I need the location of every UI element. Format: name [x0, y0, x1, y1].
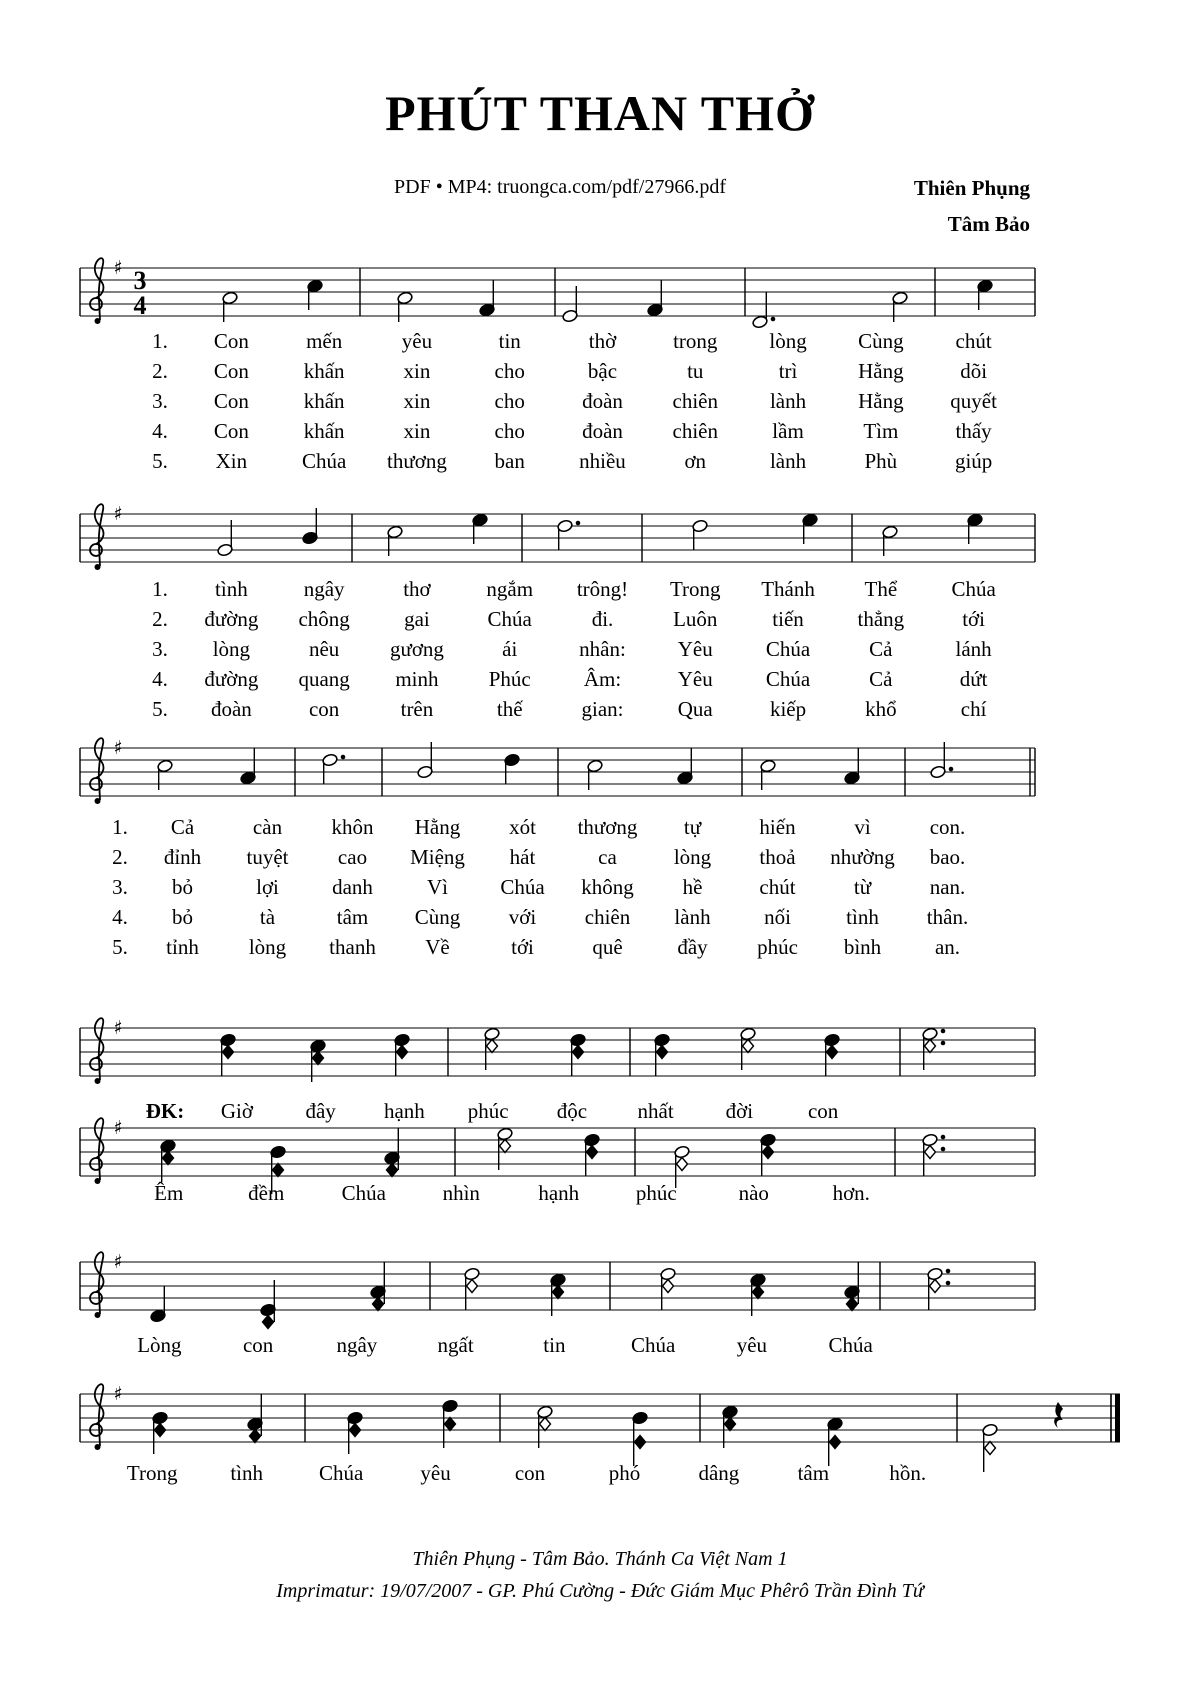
lyric-word: Hằng — [858, 359, 904, 383]
lyric-word: Êm — [154, 1181, 184, 1205]
lyric-word: Cùng — [858, 329, 904, 353]
lyric-word: Luôn — [673, 607, 718, 631]
lyric-word: con — [514, 1461, 546, 1485]
lyric-word: tình — [215, 577, 248, 601]
verse-number: 3. — [112, 875, 128, 899]
lyric-word: ca — [598, 845, 617, 869]
lyric-word: chút — [759, 875, 796, 899]
lyric-word: Chúa — [951, 577, 996, 601]
lyric-word: hơn. — [832, 1181, 870, 1205]
lyric-word: trên — [400, 697, 434, 721]
lyric-word: gai — [404, 607, 430, 631]
lyric-word: nhiều — [579, 449, 626, 473]
lyric-word: dâng — [698, 1461, 740, 1485]
lyric-word: lành — [769, 389, 807, 413]
lyric-word: không — [581, 875, 634, 899]
lyric-word: chí — [960, 697, 987, 721]
lyric-word: xin — [403, 359, 431, 383]
lyric-word: Thánh — [761, 577, 815, 601]
lyric-word: thấy — [955, 419, 992, 443]
lyric-word: đoàn — [210, 697, 252, 721]
lyric-word: minh — [395, 667, 439, 691]
lyric-word: Chúa — [341, 1181, 386, 1205]
lyric-word: bình — [843, 935, 882, 959]
lyric-word: con. — [929, 815, 966, 839]
lyric-word: từ — [853, 875, 872, 899]
verse-number: 1. — [152, 577, 168, 601]
lyric-word: Xin — [215, 449, 248, 473]
lyric-word: quyết — [950, 389, 997, 413]
lyric-word: độc — [556, 1099, 588, 1123]
refrain-line-3 — [110, 1330, 900, 1360]
lyric-word: tâm — [797, 1461, 830, 1485]
pdf-mp4-link[interactable]: PDF • MP4: truongca.com/pdf/27966.pdf — [394, 176, 726, 198]
key-signature-sharp: ♯ — [113, 257, 123, 279]
lyric-word: tà — [259, 905, 276, 929]
lyric-word: tỉnh — [166, 935, 199, 959]
lyric-word: thẳng — [857, 607, 905, 631]
lyric-word: Con — [213, 419, 249, 443]
lyric-word: Vì — [427, 875, 448, 899]
lyric-word: đường — [204, 607, 259, 631]
lyric-word: yêu — [420, 1461, 451, 1485]
lyric-word: phúc — [635, 1181, 677, 1205]
lyric-word: nhường — [830, 845, 895, 869]
lyric-word: gương — [389, 637, 444, 661]
verse-block-3-row-2 — [100, 842, 990, 872]
lyric-word: thanh — [329, 935, 376, 959]
key-signature-sharp: ♯ — [113, 1017, 123, 1039]
lyric-word: với — [508, 905, 537, 929]
lyric-word: nhất — [637, 1099, 674, 1123]
lyric-word: tiến — [772, 607, 804, 631]
lyric-word: lợi — [256, 875, 279, 899]
lyric-word: Phù — [864, 449, 898, 473]
lyric-word: thương — [387, 449, 447, 473]
lyric-word: vì — [854, 815, 871, 839]
page-title: PHÚT THAN THỞ — [385, 85, 815, 141]
lyric-word: ngắm — [486, 577, 534, 601]
lyric-word: Cả — [869, 667, 893, 691]
lyric-word: đi. — [591, 607, 614, 631]
lyric-word: lành — [674, 905, 711, 929]
lyric-word: khấn — [303, 359, 345, 383]
lyric-word: trong — [673, 329, 718, 353]
lyric-word: con — [308, 697, 340, 721]
lyric-word: Chúa — [765, 667, 811, 691]
lyric-word: tuyệt — [246, 845, 289, 869]
refrain-line-4 — [105, 1458, 955, 1488]
lyric-word: Thể — [864, 577, 898, 601]
verse-block-3-row-5 — [100, 932, 990, 962]
verse-number: 1. — [152, 329, 168, 353]
footer-imprimatur-line: Imprimatur: 19/07/2007 - GP. Phú Cường - Đức Giám Mục Phêrô Trần Đình Tứ — [276, 1580, 924, 1602]
lyric-word: đầy — [677, 935, 708, 959]
time-signature-top: 3 — [133, 266, 147, 295]
key-signature-sharp: ♯ — [113, 503, 123, 525]
lyric-word: lòng — [248, 935, 287, 959]
verse-number: 2. — [152, 359, 168, 383]
lyric-word: bao. — [929, 845, 966, 869]
lyric-word: trì — [778, 359, 798, 383]
lyric-word: Chúa — [630, 1333, 676, 1357]
lyric-word: Chúa — [301, 449, 347, 473]
lyric-word: phúc — [757, 935, 798, 959]
verse-number: 5. — [152, 697, 168, 721]
lyric-word: nhân: — [579, 637, 626, 661]
lyric-word: yêu — [736, 1333, 768, 1357]
lyric-word: thờ — [588, 329, 617, 353]
lyric-word: Hằng — [414, 815, 461, 839]
lyric-word: khấn — [303, 419, 345, 443]
lyric-word: tới — [511, 935, 534, 959]
author-line-2: Tâm Bảo — [947, 212, 1030, 236]
lyric-word: cho — [494, 419, 525, 443]
lyric-word: kiếp — [769, 697, 807, 721]
lyric-word: phó — [608, 1461, 641, 1485]
refrain-line-1 — [135, 1096, 865, 1126]
lyric-word: hạnh — [538, 1181, 580, 1205]
lyric-word: tới — [962, 607, 985, 631]
lyric-word: nào — [738, 1181, 769, 1205]
verse-block-3-row-3 — [100, 872, 990, 902]
lyric-word: Về — [425, 935, 450, 959]
lyric-word: Yêu — [677, 667, 713, 691]
key-signature-sharp: ♯ — [113, 1251, 123, 1273]
lyric-word: nan. — [929, 875, 966, 899]
lyric-word: tự — [683, 815, 702, 839]
lyric-word: thân. — [926, 905, 969, 929]
lyric-word: Hằng — [858, 389, 904, 413]
lyric-word: tin — [498, 329, 521, 353]
lyric-word: tu — [687, 359, 704, 383]
lyric-word: Con — [213, 359, 249, 383]
lyric-word: thương — [577, 815, 638, 839]
lyric-word: Trong — [126, 1461, 178, 1485]
verse-block-1-row-2 — [135, 356, 1020, 386]
lyric-word: đường — [204, 667, 259, 691]
lyric-word: Chúa — [500, 875, 545, 899]
verse-number: 4. — [152, 667, 168, 691]
lyric-word: thơ — [403, 577, 431, 601]
lyric-word: nhìn — [442, 1181, 480, 1205]
verse-number: 3. — [152, 637, 168, 661]
verse-block-1-row-1 — [135, 326, 1020, 356]
lyric-word: tâm — [336, 905, 369, 929]
lyric-word: xin — [403, 389, 431, 413]
lyric-word: đây — [305, 1099, 336, 1123]
verse-block-2-row-1 — [135, 574, 1020, 604]
lyric-word: cho — [494, 389, 525, 413]
lyric-word: cao — [337, 845, 368, 869]
lyric-word: đỉnh — [163, 845, 202, 869]
lyric-word: ơn — [684, 449, 707, 473]
lyric-word: khổ — [865, 697, 897, 721]
footer-source-line: Thiên Phụng - Tâm Bảo. Thánh Ca Việt Nam 1 — [412, 1548, 788, 1570]
lyric-word: nối — [764, 905, 791, 929]
lyric-word: Trong — [669, 577, 721, 601]
lyric-word: càn — [252, 815, 283, 839]
lyric-word: Chúa — [318, 1461, 364, 1485]
verse-block-2-row-3 — [135, 634, 1020, 664]
lyric-word: thoả — [759, 845, 796, 869]
lyric-word: tình — [230, 1461, 263, 1485]
verse-number: 2. — [112, 845, 128, 869]
lyric-word: Miệng — [410, 845, 465, 869]
lyric-word: bỏ — [172, 875, 193, 899]
lyric-word: ngây — [336, 1333, 378, 1357]
lyric-word: chiên — [672, 419, 718, 443]
lyric-word: danh — [332, 875, 373, 899]
lyric-word: Chúa — [487, 607, 532, 631]
lyric-word: trông! — [576, 577, 629, 601]
lyric-word: thế — [496, 697, 523, 721]
lyric-word: Con — [213, 389, 249, 413]
lyric-word: chông — [298, 607, 350, 631]
lyric-word: Giờ — [220, 1099, 253, 1123]
lyric-word: khấn — [303, 389, 345, 413]
lyric-word: hát — [509, 845, 536, 869]
lyric-word: Yêu — [677, 637, 713, 661]
lyric-word: bậc — [587, 359, 618, 383]
lyric-word: giúp — [954, 449, 993, 473]
lyric-word: đoàn — [582, 389, 623, 413]
time-signature-bottom: 4 — [133, 291, 147, 320]
lyric-word: Cả — [869, 637, 893, 661]
lyric-word: hề — [682, 875, 703, 899]
verse-block-3-row-4 — [100, 902, 990, 932]
lyric-word: Phúc — [488, 667, 531, 691]
verse-number: 5. — [112, 935, 128, 959]
verse-block-1-row-5 — [135, 446, 1020, 476]
lyric-word: lòng — [212, 637, 251, 661]
lyric-word: an. — [934, 935, 961, 959]
verse-number: 2. — [152, 607, 168, 631]
lyric-word: đoàn — [582, 419, 623, 443]
lyric-word: Cùng — [414, 905, 461, 929]
lyric-word: Chúa — [828, 1333, 873, 1357]
lyric-word: con — [242, 1333, 274, 1357]
verse-block-2-row-2 — [135, 604, 1020, 634]
lyric-word: Lòng — [137, 1333, 182, 1357]
verse-block-2-row-4 — [135, 664, 1020, 694]
lyric-word: mến — [306, 329, 343, 353]
lyric-word: lòng — [673, 845, 712, 869]
refrain-line-2 — [120, 1178, 900, 1208]
key-signature-sharp: ♯ — [113, 737, 123, 759]
lyric-word: Qua — [677, 697, 713, 721]
lyric-word: dõi — [960, 359, 988, 383]
verse-number: 4. — [152, 419, 168, 443]
lyric-word: gian: — [581, 697, 624, 721]
author-credits — [914, 170, 1030, 242]
lyric-word: hồn. — [889, 1461, 927, 1485]
lyric-word: dứt — [959, 667, 988, 691]
lyric-word: lầm — [772, 419, 804, 443]
lyric-word: hạnh — [383, 1099, 425, 1123]
key-signature-sharp: ♯ — [113, 1383, 123, 1405]
lyric-word: tình — [846, 905, 879, 929]
lyric-word: đời — [725, 1099, 754, 1123]
lyric-word: ái — [502, 637, 518, 661]
lyric-word: yêu — [401, 329, 433, 353]
lyric-word: quang — [298, 667, 350, 691]
lyric-word: chút — [955, 329, 992, 353]
verse-block-1-row-3 — [135, 386, 1020, 416]
lyric-word: Con — [213, 329, 249, 353]
lyric-word: lành — [769, 449, 807, 473]
verse-block-2-row-5 — [135, 694, 1020, 724]
key-signature-sharp: ♯ — [113, 1117, 123, 1139]
lyric-word: Tìm — [863, 419, 899, 443]
lyric-word: xót — [509, 815, 536, 839]
lyric-word: phúc — [467, 1099, 509, 1123]
lyric-word: xin — [403, 419, 431, 443]
verse-number: 4. — [112, 905, 128, 929]
lyric-word: bỏ — [172, 905, 193, 929]
verse-number: 3. — [152, 389, 168, 413]
lyric-word: ngất — [437, 1333, 474, 1357]
lyric-word: chiên — [584, 905, 631, 929]
verse-block-1-row-4 — [135, 416, 1020, 446]
author-line-1: Thiên Phụng — [913, 176, 1030, 200]
lyric-word: Âm: — [583, 667, 622, 691]
lyric-word: quê — [592, 935, 623, 959]
lyric-word: chiên — [672, 389, 718, 413]
lyric-word: cho — [494, 359, 525, 383]
lyric-word: ban — [494, 449, 525, 473]
lyric-word: hiến — [759, 815, 796, 839]
lyric-word: con — [807, 1099, 839, 1123]
lyric-word: tin — [543, 1333, 566, 1357]
lyric-word: đềm — [248, 1181, 285, 1205]
verse-number: 5. — [152, 449, 168, 473]
refrain-label: ĐK: — [145, 1099, 185, 1123]
lyric-word: ngây — [303, 577, 345, 601]
lyric-word: lòng — [769, 329, 807, 353]
verse-number: 1. — [112, 815, 128, 839]
verse-block-3-row-1 — [100, 812, 990, 842]
lyric-word: lánh — [955, 637, 992, 661]
lyric-word: Chúa — [765, 637, 811, 661]
lyric-word: Cả — [170, 815, 195, 839]
lyric-word: khôn — [331, 815, 374, 839]
lyric-word: nêu — [308, 637, 340, 661]
